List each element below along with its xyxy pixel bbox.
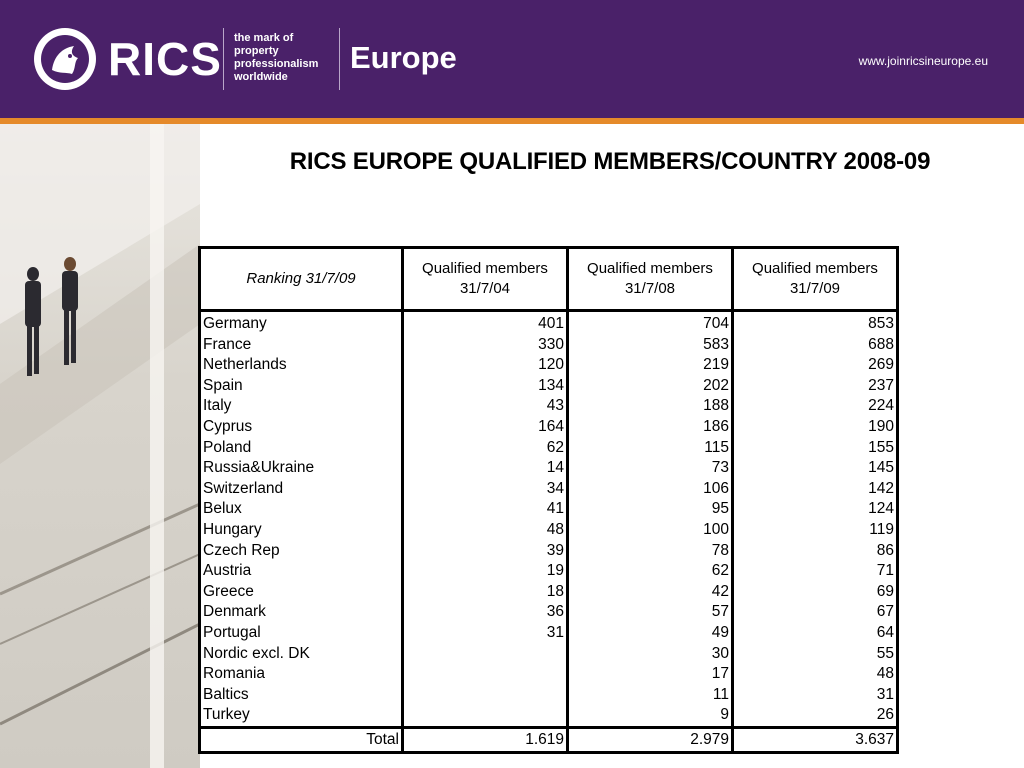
value-cell: 48 xyxy=(733,664,898,685)
value-cell: 64 xyxy=(733,623,898,644)
total-label: Total xyxy=(200,727,403,752)
table-row xyxy=(200,479,898,500)
background-photo xyxy=(0,124,200,768)
tagline-line: professionalism xyxy=(234,58,319,70)
value-cell: 224 xyxy=(733,396,898,417)
value-cell: 145 xyxy=(733,458,898,479)
value-cell: 164 xyxy=(403,417,568,438)
country-cell: Austria xyxy=(200,561,403,582)
value-cell: 41 xyxy=(403,499,568,520)
region-label: Europe xyxy=(350,40,457,75)
column-header-2008 xyxy=(568,248,733,311)
header-banner xyxy=(0,0,1024,118)
value-cell: 202 xyxy=(568,376,733,397)
value-cell: 78 xyxy=(568,541,733,562)
value-cell: 190 xyxy=(733,417,898,438)
tagline-line: worldwide xyxy=(234,71,288,83)
country-cell: Baltics xyxy=(200,685,403,706)
value-cell: 30 xyxy=(568,644,733,665)
value-cell: 48 xyxy=(403,520,568,541)
total-row xyxy=(200,727,898,752)
country-cell: Hungary xyxy=(200,520,403,541)
value-cell: 186 xyxy=(568,417,733,438)
value-cell: 49 xyxy=(568,623,733,644)
country-cell: Nordic excl. DK xyxy=(200,644,403,665)
members-table-container xyxy=(198,246,899,754)
value-cell: 26 xyxy=(733,705,898,727)
value-cell: 36 xyxy=(403,602,568,623)
table-row xyxy=(200,458,898,479)
value-cell: 34 xyxy=(403,479,568,500)
country-cell: Romania xyxy=(200,664,403,685)
country-cell: Italy xyxy=(200,396,403,417)
header-text: Qualified members xyxy=(422,260,548,277)
table-header-row xyxy=(200,248,898,311)
value-cell: 330 xyxy=(403,335,568,356)
value-cell: 86 xyxy=(733,541,898,562)
value-cell: 39 xyxy=(403,541,568,562)
header-text: Qualified members xyxy=(752,260,878,277)
table-row xyxy=(200,396,898,417)
value-cell: 73 xyxy=(568,458,733,479)
value-cell: 55 xyxy=(733,644,898,665)
table-row xyxy=(200,541,898,562)
value-cell xyxy=(403,705,568,727)
table-row xyxy=(200,623,898,644)
header-date: 31/7/08 xyxy=(624,280,676,297)
value-cell: 583 xyxy=(568,335,733,356)
country-cell: Cyprus xyxy=(200,417,403,438)
logo-divider xyxy=(339,28,340,90)
table-row xyxy=(200,664,898,685)
country-cell: Turkey xyxy=(200,705,403,727)
column-header-ranking xyxy=(200,248,403,311)
table-row xyxy=(200,582,898,603)
table-row xyxy=(200,685,898,706)
column-header-2004 xyxy=(403,248,568,311)
value-cell: 14 xyxy=(403,458,568,479)
members-table xyxy=(198,246,899,754)
value-cell: 269 xyxy=(733,355,898,376)
country-cell: Netherlands xyxy=(200,355,403,376)
value-cell: 124 xyxy=(733,499,898,520)
value-cell: 18 xyxy=(403,582,568,603)
value-cell: 155 xyxy=(733,438,898,459)
value-cell: 57 xyxy=(568,602,733,623)
value-cell xyxy=(403,685,568,706)
value-cell: 188 xyxy=(568,396,733,417)
value-cell: 11 xyxy=(568,685,733,706)
header-date: 31/7/04 xyxy=(459,280,511,297)
country-cell: Portugal xyxy=(200,623,403,644)
value-cell: 100 xyxy=(568,520,733,541)
table-row xyxy=(200,520,898,541)
country-cell: Belux xyxy=(200,499,403,520)
value-cell: 853 xyxy=(733,311,898,335)
table-row xyxy=(200,376,898,397)
country-cell: Greece xyxy=(200,582,403,603)
value-cell: 9 xyxy=(568,705,733,727)
tagline-line: the mark of xyxy=(234,32,294,44)
website-url[interactable]: www.joinricsineurope.eu xyxy=(858,54,988,68)
column-header-2009 xyxy=(733,248,898,311)
country-cell: Switzerland xyxy=(200,479,403,500)
value-cell: 704 xyxy=(568,311,733,335)
country-cell: Denmark xyxy=(200,602,403,623)
country-cell: Russia&Ukraine xyxy=(200,458,403,479)
value-cell xyxy=(403,664,568,685)
total-value-2004: 1.619 xyxy=(403,727,568,752)
value-cell: 115 xyxy=(568,438,733,459)
table-row xyxy=(200,602,898,623)
rics-wordmark: RICS xyxy=(108,33,222,85)
country-cell: France xyxy=(200,335,403,356)
country-cell: Poland xyxy=(200,438,403,459)
value-cell: 237 xyxy=(733,376,898,397)
table-row xyxy=(200,438,898,459)
header-date: 31/7/09 xyxy=(789,280,841,297)
table-row xyxy=(200,561,898,582)
table-row xyxy=(200,499,898,520)
photo-illustration xyxy=(0,124,200,768)
value-cell: 219 xyxy=(568,355,733,376)
value-cell: 69 xyxy=(733,582,898,603)
header-text: Qualified members xyxy=(587,260,713,277)
value-cell: 142 xyxy=(733,479,898,500)
value-cell: 688 xyxy=(733,335,898,356)
value-cell: 119 xyxy=(733,520,898,541)
value-cell: 71 xyxy=(733,561,898,582)
value-cell: 120 xyxy=(403,355,568,376)
table-row xyxy=(200,705,898,727)
value-cell: 31 xyxy=(403,623,568,644)
value-cell: 31 xyxy=(733,685,898,706)
country-cell: Spain xyxy=(200,376,403,397)
table-row xyxy=(200,311,898,335)
value-cell: 67 xyxy=(733,602,898,623)
total-value-2008: 2.979 xyxy=(568,727,733,752)
total-value-2009: 3.637 xyxy=(733,727,898,752)
value-cell: 17 xyxy=(568,664,733,685)
value-cell: 43 xyxy=(403,396,568,417)
table-row xyxy=(200,335,898,356)
value-cell: 95 xyxy=(568,499,733,520)
value-cell: 62 xyxy=(568,561,733,582)
value-cell: 134 xyxy=(403,376,568,397)
value-cell: 19 xyxy=(403,561,568,582)
tagline xyxy=(234,32,344,84)
table-row xyxy=(200,644,898,665)
table-row xyxy=(200,417,898,438)
logo-divider xyxy=(223,28,224,90)
value-cell: 106 xyxy=(568,479,733,500)
table-row xyxy=(200,355,898,376)
country-cell: Czech Rep xyxy=(200,541,403,562)
value-cell: 42 xyxy=(568,582,733,603)
country-cell: Germany xyxy=(200,311,403,335)
header-text: Ranking 31/7/09 xyxy=(246,270,356,287)
rics-lion-emblem-icon xyxy=(32,26,98,92)
value-cell: 62 xyxy=(403,438,568,459)
value-cell: 401 xyxy=(403,311,568,335)
page-title: RICS EUROPE QUALIFIED MEMBERS/COUNTRY 2008-09 xyxy=(289,148,931,175)
tagline-line: property xyxy=(234,45,279,57)
value-cell xyxy=(403,644,568,665)
